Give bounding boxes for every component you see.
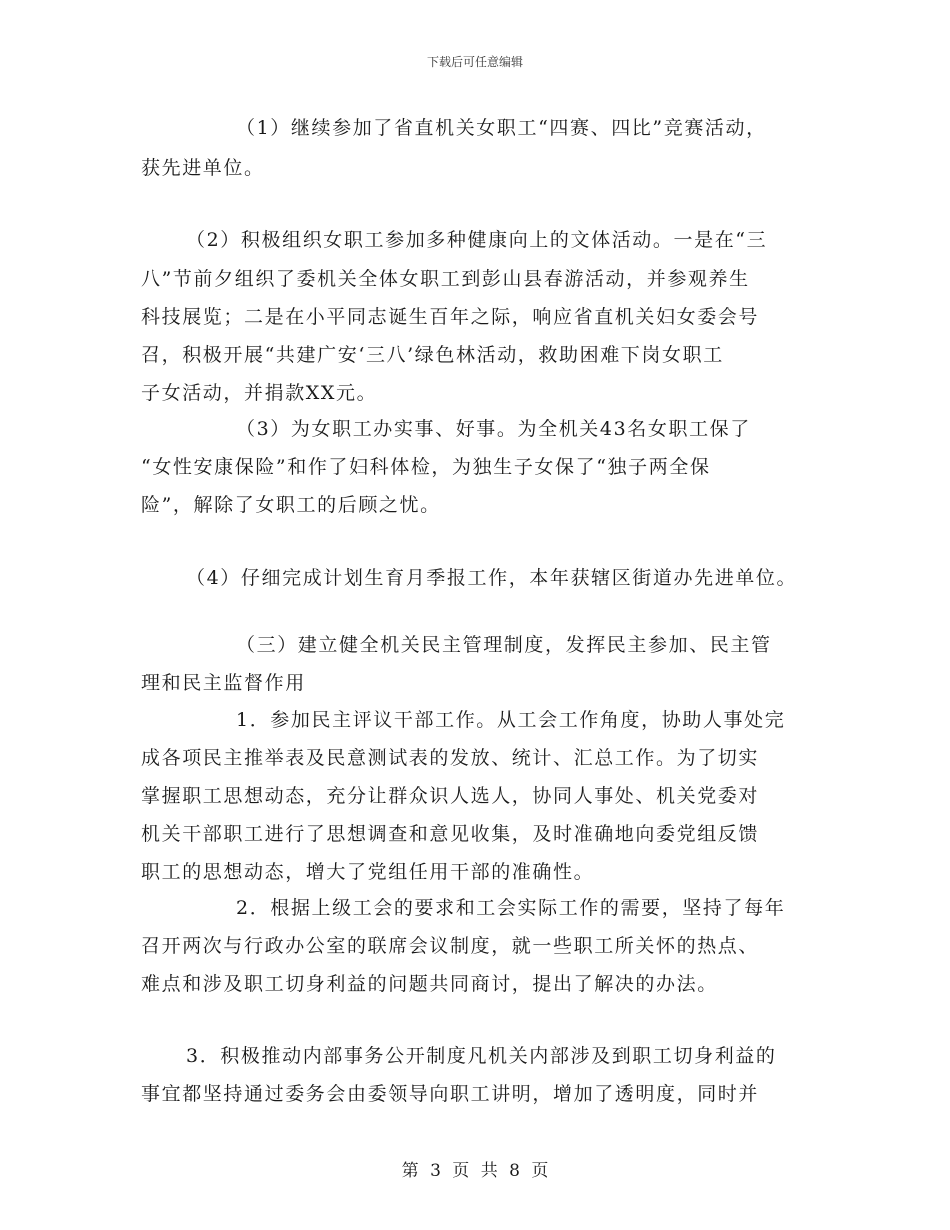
paragraph-line: （1）继续参加了省直机关女职工“四赛、四比”竞赛活动， — [236, 117, 767, 139]
paragraph-line: “女性安康保险”和作了妇科体检，为独生子女保了“独子两全保 — [141, 456, 711, 478]
paragraph-line: 2．根据上级工会的要求和工会实际工作的需要，坚持了每年 — [236, 897, 786, 919]
paragraph-line: （2）积极组织女职工参加多种健康向上的文体活动。一是在“三 — [186, 229, 768, 251]
page-footer: 第 3 页 共 8 页 — [401, 1161, 549, 1181]
paragraph-line: 掌握职工思想动态，充分让群众识人选人，协同人事处、机关党委对 — [141, 785, 760, 807]
section-heading-line: （三）建立健全机关民主管理制度，发挥民主参加、民主管 — [236, 634, 772, 656]
paragraph-line: 召，积极开展“共建广安‘三八’绿色林活动，救助困难下岗女职工 — [141, 344, 724, 366]
paragraph-line: 1．参加民主评议干部工作。从工会工作角度，协助人事处完 — [236, 709, 786, 731]
page-header: 下载后可任意编辑 — [426, 55, 523, 69]
paragraph-line: （4）仔细完成计划生育月季报工作，本年获辖区街道办先进单位。 — [186, 567, 798, 589]
paragraph-line: 八”节前夕组织了委机关全体女职工到彭山县春游活动，并参观养生 — [141, 268, 750, 290]
paragraph-line: 3．积极推动内部事务公开制度凡机关内部涉及到职工切身利益的 — [186, 1045, 777, 1067]
paragraph-line: 机关干部职工进行了思想调查和意见收集，及时准确地向委党组反馈 — [141, 823, 760, 845]
paragraph-line: 成各项民主推举表及民意测试表的发放、统计、汇总工作。为了切实 — [141, 747, 760, 769]
paragraph-line: 职工的思想动态，增大了党组任用干部的准确性。 — [141, 861, 595, 883]
paragraph-line: 召开两次与行政办公室的联席会议制度，就一些职工所关怀的热点、 — [141, 935, 760, 957]
paragraph-line: 事宜都坚持通过委务会由委领导向职工讲明，增加了透明度，同时并 — [141, 1083, 760, 1105]
paragraph-line: （3）为女职工办实事、好事。为全机关43名女职工保了 — [236, 418, 751, 440]
paragraph-line: 险”，解除了女职工的后顾之忧。 — [141, 494, 441, 516]
paragraph-line: 子女活动，并捐款XX元。 — [141, 382, 378, 404]
paragraph-line: 获先进单位。 — [141, 157, 265, 179]
section-heading-line: 理和民主监督作用 — [141, 672, 306, 694]
paragraph-line: 难点和涉及职工切身利益的问题共同商讨，提出了解决的办法。 — [141, 973, 718, 995]
paragraph-line: 科技展览；二是在小平同志诞生百年之际，响应省直机关妇女委会号 — [141, 306, 760, 328]
